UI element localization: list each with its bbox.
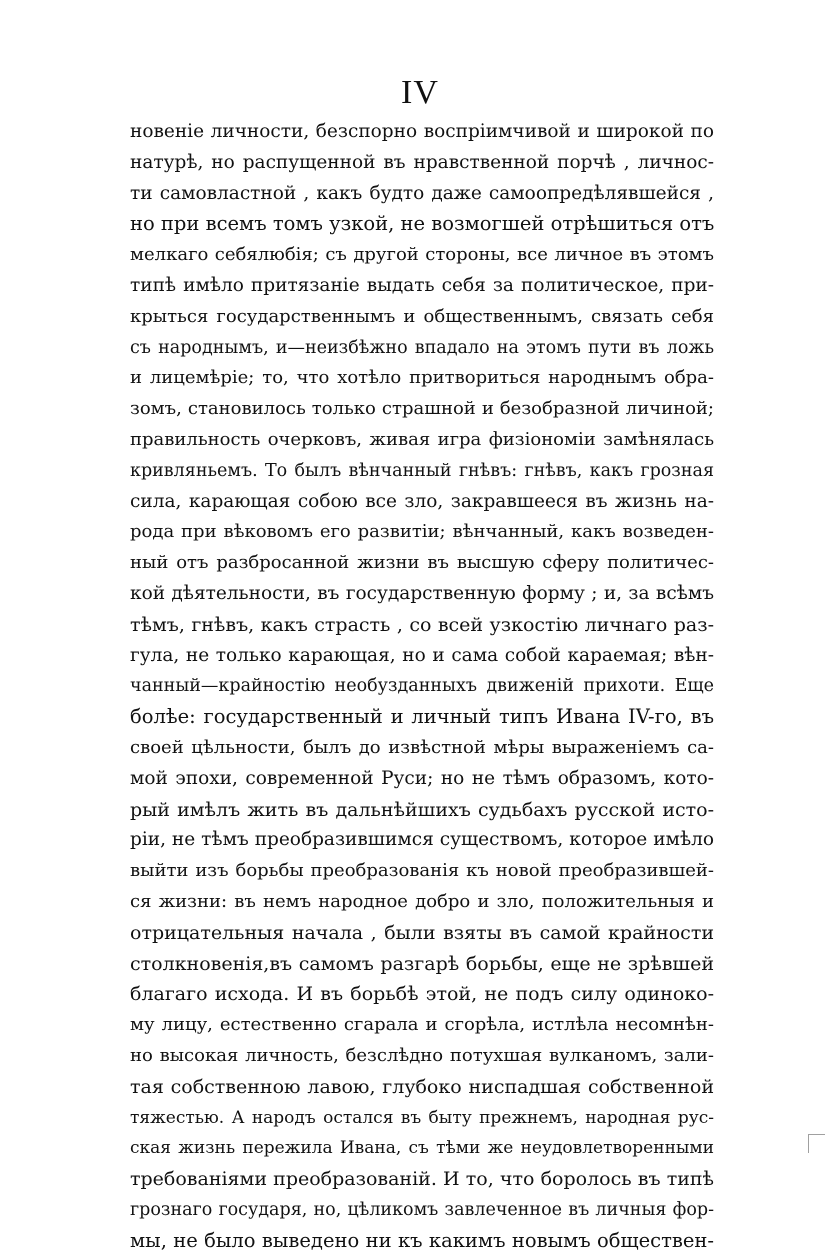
text-line: сила, карающая собою все зло, закравшееся въ жизнь на- — [130, 490, 714, 512]
text-line: ти самовластной , какъ будто даже самоопредѣлявшейся , — [130, 182, 714, 204]
text-line: мой эпохи, современной Руси; но не тѣмъ образомъ, кото- — [130, 767, 714, 789]
text-line: натурѣ, но распущенной въ нравственной порчѣ , личнос- — [130, 151, 714, 173]
text-line: новеніе личности, безспорно воспріимчивой и широкой по — [130, 121, 714, 142]
text-line: крыться государственнымъ и общественнымъ, связать себя — [130, 305, 714, 327]
text-line: тѣмъ, гнѣвъ, какъ страсть , со всей узкостію личнаго раз- — [130, 613, 714, 636]
text-line: рода при вѣковомъ его развитіи; вѣнчанный, какъ возведен- — [130, 521, 714, 543]
text-line: болѣе: государственный и личный типъ Ивана IV-го, въ — [130, 705, 714, 729]
text-line: выйти изъ борьбы преобразованія къ новой преобразившей- — [130, 860, 714, 882]
body-text — [130, 117, 714, 1256]
text-line: тая собственною лавою, глубоко ниспадшая собственной — [130, 1075, 714, 1098]
text-line: кривляньемъ. То былъ вѣнчанный гнѣвъ: гнѣвъ, какъ грозная — [130, 460, 714, 481]
page-number: IV — [401, 74, 439, 111]
text-line: му лицу, естественно сгарала и сгорѣла, истлѣла несомнѣн- — [130, 1014, 714, 1036]
text-line: мелкаго себялюбія; съ другой стороны, все личное въ этомъ — [130, 244, 714, 266]
text-line: рый имѣлъ жить въ дальнѣйшихъ судьбахъ русской исто- — [130, 798, 714, 821]
text-line: зомъ, становилось только страшной и безобразной личиной; — [130, 398, 714, 420]
text-line: ріи, не тѣмъ преобразившимся существомъ, которое имѣло — [130, 829, 714, 851]
text-line: требованіями преобразованій. И то, что боролось въ типѣ — [130, 1168, 714, 1191]
text-line: кой дѣятельности, въ государственную форму ; и, за всѣмъ — [130, 582, 714, 604]
text-line: тяжестью. А народъ остался въ быту прежнемъ, народная рус- — [130, 1107, 714, 1128]
text-line: ся жизни: въ немъ народное добро и зло, положительныя и — [130, 890, 714, 912]
text-line: ный отъ разбросанной жизни въ высшую сферу политичес- — [130, 552, 714, 574]
text-line: мы, не было выведено ни къ какимъ новымъ обществен- — [130, 1228, 714, 1252]
text-line: и лицемѣріе; то, что хотѣло притвориться народнымъ обра- — [130, 367, 714, 389]
text-line: чанный—крайностію необузданныхъ движеній прихоти. Еще — [130, 676, 714, 697]
text-line: ская жизнь пережила Ивана, съ тѣми же неудовлетворенными — [130, 1138, 714, 1159]
text-line: типѣ имѣло притязаніе выдать себя за политическое, при- — [130, 274, 714, 296]
text-line: но высокая личность, безслѣдно потухшая вулканомъ, зали- — [130, 1044, 714, 1066]
text-line: гула, не только карающая, но и сама собой караемая; вѣн- — [130, 644, 714, 666]
text-line: грознаго государя, но, цѣликомъ завлеченное въ личныя фор- — [130, 1199, 714, 1220]
text-line: своей цѣльности, былъ до извѣстной мѣры выраженіемъ са- — [130, 736, 714, 758]
text-line: столкновенія,въ самомъ разгарѣ борьбы, еще не зрѣвшей — [130, 952, 714, 975]
text-line: но при всемъ томъ узкой, не возмогшей отрѣшиться отъ — [130, 212, 715, 236]
text-line: съ народнымъ, и—неизбѣжно впадало на этомъ пути въ ложь — [130, 337, 714, 358]
scan-edge-mark — [808, 1134, 825, 1153]
text-line: благаго исхода. И въ борьбѣ этой, не подъ силу одиноко- — [130, 983, 714, 1006]
text-line: правильность очерковъ, живая игра физіономіи замѣнялась — [130, 428, 714, 450]
text-line: отрицательныя начала , были взяты въ самой крайности — [130, 921, 714, 944]
